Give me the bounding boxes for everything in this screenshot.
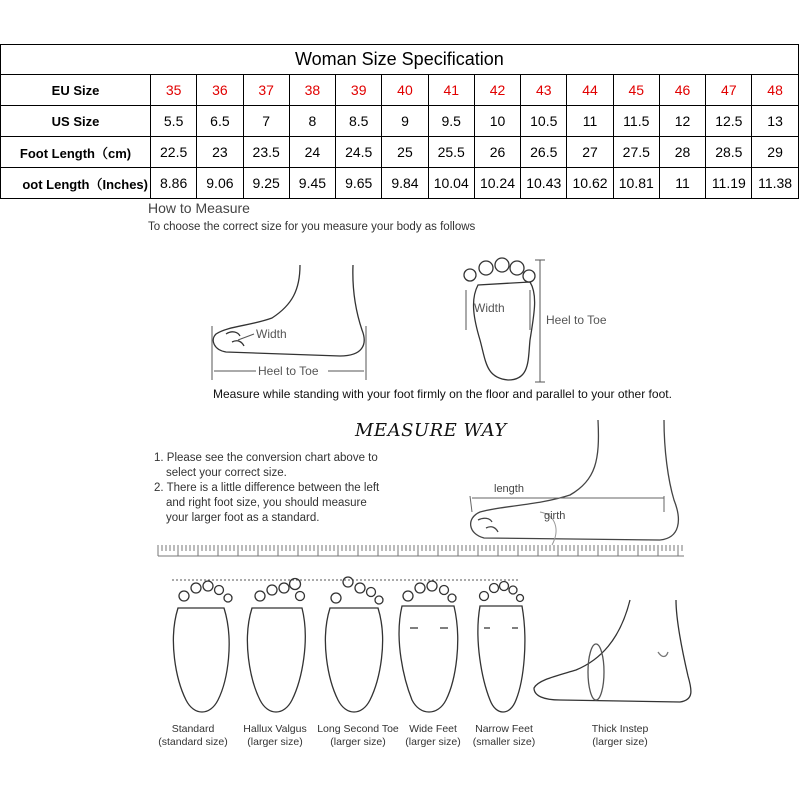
caption-note: (smaller size) (472, 736, 536, 748)
table-cell: 48 (752, 75, 798, 106)
table-cell: 27 (567, 137, 613, 168)
table-cell: 28.5 (706, 137, 752, 168)
step2-line1: 2. There is a little difference between the left (154, 482, 380, 494)
caption-note: (larger size) (405, 736, 461, 748)
table-cell: 10.43 (521, 168, 567, 199)
table-cell: 11.5 (613, 106, 659, 137)
table-cell: 9.65 (336, 168, 382, 199)
caption-note: (larger size) (330, 736, 386, 748)
table-cell: 40 (382, 75, 428, 106)
caption-thick-instep (575, 723, 665, 749)
caption-hallux-valgus (230, 723, 320, 749)
caption-name: Thick Instep (591, 723, 649, 735)
side-heel-to-toe-label: Heel to Toe (258, 364, 319, 378)
table-cell: 25.5 (428, 137, 474, 168)
side-width-label: Width (256, 327, 287, 341)
table-cell: 7 (243, 106, 289, 137)
table-cell: 46 (659, 75, 705, 106)
table-cell: 23.5 (243, 137, 289, 168)
table-cell: 24.5 (336, 137, 382, 168)
table-cell: 44 (567, 75, 613, 106)
table-cell: 8 (289, 106, 335, 137)
table-cell: 24 (289, 137, 335, 168)
table-title: Woman Size Specification (1, 45, 799, 75)
table-cell: 12.5 (706, 106, 752, 137)
caption-name: Long Second Toe (317, 723, 399, 735)
row-label: EU Size (1, 75, 151, 106)
length-label: length (494, 483, 524, 495)
table-cell: 9.5 (428, 106, 474, 137)
row-label: US Size (1, 106, 151, 137)
table-cell: 10.5 (521, 106, 567, 137)
table-cell: 12 (659, 106, 705, 137)
table-cell: 11.38 (752, 168, 798, 199)
caption-name: Hallux Valgus (243, 723, 307, 735)
table-cell: 9.84 (382, 168, 428, 199)
table-cell: 6.5 (197, 106, 243, 137)
table-cell: 5.5 (151, 106, 197, 137)
table-cell: 42 (474, 75, 520, 106)
table-cell: 23 (197, 137, 243, 168)
caption-note: (larger size) (592, 736, 648, 748)
caption-name: Standard (171, 723, 215, 735)
top-heel-to-toe-label: Heel to Toe (546, 313, 607, 327)
table-cell: 37 (243, 75, 289, 106)
table-cell: 28 (659, 137, 705, 168)
table-cell: 35 (151, 75, 197, 106)
table-cell: 43 (521, 75, 567, 106)
table-cell: 9.25 (243, 168, 289, 199)
table-cell: 26 (474, 137, 520, 168)
table-cell: 8.86 (151, 168, 197, 199)
step1-line2: select your correct size. (166, 467, 287, 479)
row-label: Foot Length（cm) (1, 137, 151, 168)
caption-note: (standard size) (158, 736, 228, 748)
caption-narrow-feet (459, 723, 549, 749)
table-cell: 10.81 (613, 168, 659, 199)
measure-note: Measure while standing with your foot firmly on the floor and parallel to your other foot. (213, 387, 672, 401)
table-cell: 10 (474, 106, 520, 137)
girth-label: girth (544, 510, 566, 522)
table-cell: 27.5 (613, 137, 659, 168)
how-to-measure-subtitle: To choose the correct size for you measure your body as follows (148, 221, 476, 233)
table-cell: 13 (752, 106, 798, 137)
step1-line1: 1. Please see the conversion chart above to (154, 452, 378, 464)
table-cell: 36 (197, 75, 243, 106)
table-cell: 22.5 (151, 137, 197, 168)
table-cell: 25 (382, 137, 428, 168)
row-label: oot Length（Inches) (1, 168, 151, 199)
table-cell: 9 (382, 106, 428, 137)
caption-name: Wide Feet (409, 723, 457, 735)
table-cell: 10.62 (567, 168, 613, 199)
step2-line3: your larger foot as a standard. (166, 512, 320, 524)
table-cell: 8.5 (336, 106, 382, 137)
table-cell: 11 (659, 168, 705, 199)
table-cell: 26.5 (521, 137, 567, 168)
caption-standard (148, 723, 238, 749)
table-cell: 10.24 (474, 168, 520, 199)
caption-name: Narrow Feet (475, 723, 533, 735)
table-cell: 29 (752, 137, 798, 168)
side-foot-illustration (212, 265, 366, 380)
table-cell: 39 (336, 75, 382, 106)
top-width-label: Width (474, 301, 505, 315)
top-foot-illustration (464, 258, 545, 382)
caption-note: (larger size) (247, 736, 303, 748)
table-cell: 9.45 (289, 168, 335, 199)
table-cell: 9.06 (197, 168, 243, 199)
table-cell: 41 (428, 75, 474, 106)
table-cell: 11.19 (706, 168, 752, 199)
table-cell: 38 (289, 75, 335, 106)
how-to-measure-title: How to Measure (148, 200, 250, 216)
measure-way-title: MEASURE WAY (355, 420, 507, 441)
step2-line2: and right foot size, you should measure (166, 497, 367, 509)
table-cell: 10.04 (428, 168, 474, 199)
table-cell: 11 (567, 106, 613, 137)
table-cell: 47 (706, 75, 752, 106)
table-cell: 45 (613, 75, 659, 106)
